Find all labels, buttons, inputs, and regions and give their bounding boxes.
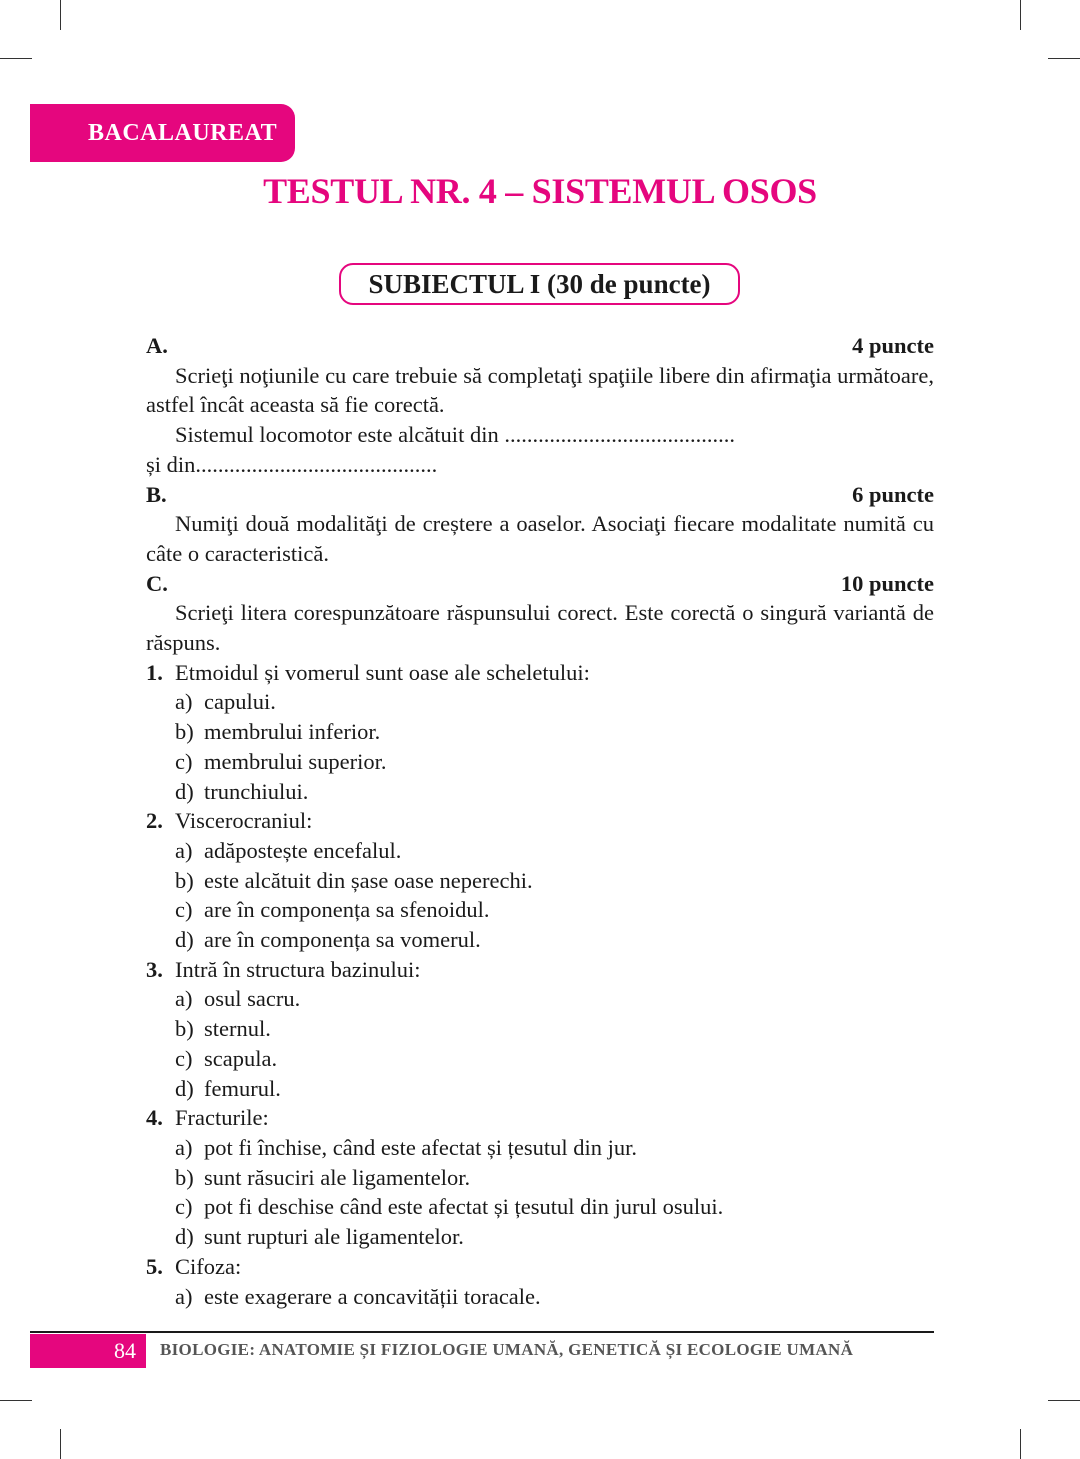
section-banner [30,104,295,162]
crop-mark [1020,1429,1021,1459]
question-number: 3. [146,956,163,982]
question-number: 1. [146,659,163,685]
fill-line-1: Sistemul locomotor este alcătuit din ......................................... [175,422,735,448]
option-text: osul sacru. [204,986,301,1012]
banner-label: BACALAUREAT [88,119,278,146]
question-1 [146,658,934,688]
section-b-points: 6 puncte [852,481,934,507]
fill-line-2: și din........................................... [146,451,438,477]
option-text: membrului superior. [204,748,387,774]
question-text: Cifoza: [175,1253,242,1279]
section-c-instruction: Scrieţi litera corespunzătoare răspunsului corect. Este corectă o singură variantă de răspuns. [146,600,934,656]
question-5 [146,1252,934,1282]
crop-mark [0,58,32,59]
section-c-points: 10 puncte [840,570,934,596]
question-number: 5. [146,1253,163,1279]
option-letter: c) [175,748,193,774]
option-text: pot fi deschise când este afectat și țesutul din jurul osului. [204,1194,724,1220]
option-text: pot fi închise, când este afectat și țesutul din jur. [204,1134,638,1160]
section-a-statement [146,420,934,479]
option-text: sternul. [204,1016,271,1042]
answer-option [146,1282,934,1312]
question-text: Viscerocraniul: [175,808,313,834]
section-b-letter: B. [146,481,167,507]
section-b-header [146,480,934,510]
answer-option [146,1163,934,1193]
crop-mark [1048,58,1080,59]
footer-rule [30,1331,934,1333]
answer-option [146,1192,934,1222]
answer-option [146,777,934,807]
answer-option [146,895,934,925]
option-text: capului. [204,689,276,715]
question-3 [146,955,934,985]
option-letter: a) [175,837,193,863]
option-letter: b) [175,867,194,893]
answer-option [146,1044,934,1074]
option-letter: d) [175,927,194,953]
crop-mark [60,1429,61,1459]
answer-option [146,747,934,777]
option-text: femurul. [204,1075,281,1101]
option-letter: d) [175,1224,194,1250]
answer-option [146,925,934,955]
option-text: sunt răsuciri ale ligamentelor. [204,1164,471,1190]
option-letter: a) [175,1283,193,1309]
section-a-letter: A. [146,333,168,358]
question-text: Fracturile: [175,1105,269,1131]
crop-mark [1020,0,1021,30]
page-number: 84 [30,1334,146,1368]
option-text: sunt rupturi ale ligamentelor. [204,1224,464,1250]
answer-option [146,717,934,747]
answer-option [146,1074,934,1104]
option-letter: b) [175,719,194,745]
option-letter: a) [175,1134,193,1160]
option-text: trunchiului. [204,778,309,804]
crop-mark [0,1400,32,1401]
answer-option [146,687,934,717]
answer-option [146,984,934,1014]
question-number: 4. [146,1105,163,1131]
answer-option [146,1222,934,1252]
section-a-instruction: Scrieţi noţiunile cu care trebuie să completaţi spaţiile libere din afirmaţia următoare, astfel încât aceasta să fie corectă. [146,362,934,418]
answer-option [146,836,934,866]
option-text: este exagerare a concavității toracale. [204,1283,541,1309]
option-text: are în componența sa sfenoidul. [204,897,490,923]
option-letter: d) [175,778,194,804]
section-a-header [146,331,934,361]
option-text: este alcătuit din șase oase neperechi. [204,867,533,893]
option-letter: a) [175,986,193,1012]
section-c-letter: C. [146,570,168,596]
crop-mark [1048,1400,1080,1401]
test-content [146,331,934,1311]
answer-option [146,866,934,896]
crop-mark [60,0,61,30]
section-c-header [146,569,934,599]
option-letter: d) [175,1075,194,1101]
option-letter: c) [175,897,193,923]
section-a-points: 4 puncte [852,333,934,358]
option-text: adăpostește encefalul. [204,837,402,863]
question-4 [146,1103,934,1133]
question-text: Etmoidul și vomerul sunt oase ale scheletului: [175,659,590,685]
question-2 [146,806,934,836]
section-b-instruction: Numiţi două modalităţi de creștere a oaselor. Asociaţi fiecare modalitate numită cu câte o caracteristică. [146,511,934,566]
option-text: membrului inferior. [204,719,381,745]
option-letter: b) [175,1164,194,1190]
question-number: 2. [146,808,163,834]
option-text: scapula. [204,1045,278,1071]
option-letter: c) [175,1194,193,1220]
option-letter: b) [175,1016,194,1042]
page-title: TESTUL NR. 4 – SISTEMUL OSOS [263,171,817,211]
question-text: Intră în structura bazinului: [175,956,421,982]
option-letter: a) [175,689,193,715]
running-footer: BIOLOGIE: ANATOMIE ȘI FIZIOLOGIE UMANĂ, GENETICĂ ȘI ECOLOGIE UMANĂ [160,1340,854,1359]
subject-heading: SUBIECTUL I (30 de puncte) [339,263,740,305]
option-text: are în componența sa vomerul. [204,927,481,953]
answer-option [146,1133,934,1163]
option-letter: c) [175,1045,193,1071]
answer-option [146,1014,934,1044]
